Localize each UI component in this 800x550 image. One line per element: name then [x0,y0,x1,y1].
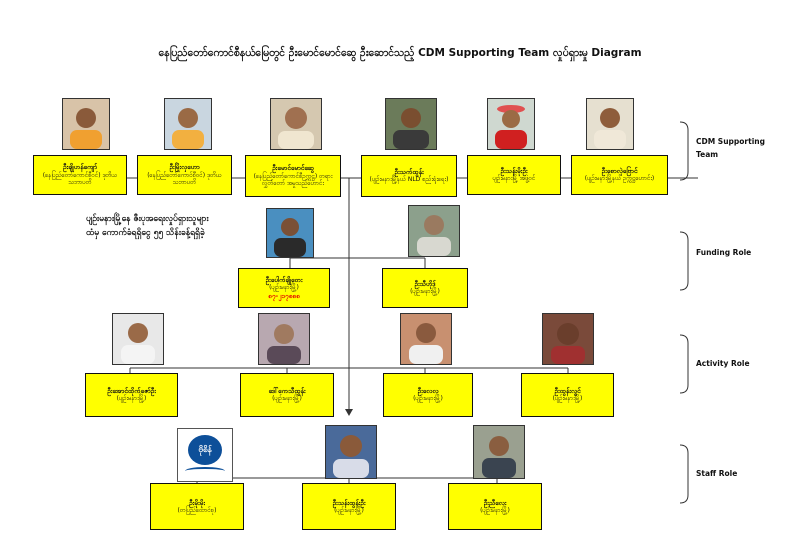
diagram-title: နေပြည်တော်ကောင်စီနယ်မြေတွင် ဦးမောင်မောင်ဆွေ ဦးဆောင်သည့် CDM Supporting Team လှုပ်ရှားမှု Diagram [158,47,642,59]
team-desc: ပျဉ်းမနားမြို့ အဖွဲ့ဝင် [492,175,536,183]
team-name: ဦးသန်းမိုးဦး [500,167,528,176]
team-name: ဦးချိုဟန်ကျော် [62,163,98,172]
team-name: ဦးသက်ထွန်း [394,168,424,177]
staff-name: ဦးညီလေး [483,498,507,507]
activity-desc: (ပျဉ်းမနားမြို့) [413,395,443,403]
photo-team-1 [62,98,110,150]
funding-desc: (ပျဉ်းမနားမြို့) [269,284,299,292]
team-box-6 [571,155,668,195]
role-label-funding: Funding Role [696,248,752,257]
staff-desc: (တပြည်ထောင်စု) [177,506,217,514]
team-name: ဦးစောလှဲဗြောင် [601,167,638,176]
photo-staff-3 [473,425,525,479]
photo-funding-1 [266,208,314,258]
funding-name: ဦးသီဟိုဒ် [414,280,436,289]
activity-box-2 [240,373,334,417]
photo-activity-4 [542,313,594,365]
role-label-staff: Staff Role [696,469,738,478]
team-box-3 [245,155,341,197]
team-desc: (နေပြည်တော်ကောင်စီဝင်) ဒုတိယသဘာပတိ [147,171,222,187]
role-label-activity: Activity Role [696,359,750,368]
photo-funding-2 [408,205,460,257]
photo-team-4 [385,98,437,150]
team-name: ဦးမြိုးလှဟော [169,163,200,172]
team-box-5 [467,155,561,195]
staff-box-2 [302,483,396,530]
team-desc: (ပျဉ်းမနားမြို့နယ် NLD စည်းရုံးရေး) [369,176,449,184]
team-desc: (နေပြည်တော်ကောင်စီဝင်) ဒုတိယသဘာပတိ [42,171,118,187]
organization-logo [177,428,233,482]
team-box-1 [33,155,127,195]
activity-name: ဦးလေလ [417,387,439,396]
funding-name: ဦးပေါက်ချိုတေး [265,276,303,285]
photo-activity-1 [112,313,164,365]
funding-desc: (ပျဉ်းမနားမြို့) [410,288,440,296]
staff-desc: (ပျဉ်းမနားမြို့) [334,506,364,514]
logo-mark: ဗိုစိန် [188,435,222,465]
team-desc: (ပျဉ်းမနားမြို့နယ် ဥက္ကဋ္ဌဟောင်း) [584,175,655,183]
photo-activity-2 [258,313,310,365]
activity-desc: (ပျဉ်းမနားမြို့) [272,395,302,403]
team-box-2 [137,155,232,195]
funding-note [86,213,286,240]
note-line-2: ထံမှ ကောက်ခံရရှိငွေ ၅၅ သိန်းခန့်ရရှိခဲ့ [86,227,205,238]
team-box-4 [361,155,457,197]
activity-name: ဒေါ်ကေသီထွန်း [268,387,306,396]
note-line-1: ပျဉ်းမနားမြို့နေ ဇီးပုအရေးလှုပ်ရှားသူများ [86,214,209,224]
photo-activity-3 [400,313,452,365]
activity-box-1 [85,373,178,417]
funding-box-2 [382,268,468,308]
team-desc: (နေပြည်တော်ကောင်စီဥက္ကဋ္ဌ) တရားလွှတ်တော် အမှုသည်ဟောင်း [253,172,333,188]
photo-team-5 [487,98,535,150]
staff-name: ဦးမိုးမိုး [189,498,205,507]
activity-name: ဦးထွန်းလွင် [554,387,581,396]
activity-desc: (ပျဉ်းမနားမြို့) [116,395,147,403]
photo-team-2 [164,98,212,150]
staff-box-3 [448,483,542,530]
funding-box-1 [238,268,330,308]
staff-desc: (ပျဉ်းမနားမြို့) [480,506,510,514]
photo-team-6 [586,98,634,150]
funding-phone: ၈၇-၂၁၇၈၈၈ [268,291,300,300]
photo-team-3 [270,98,322,150]
activity-desc: (ပျဉ်းမနားမြို့) [552,395,583,403]
logo-wave-icon [185,467,225,475]
staff-name: ဦးသန်းထွန်းဦး [332,498,366,507]
photo-staff-2 [325,425,377,479]
team-name: ဦးမောင်မောင်ဆွေ [272,164,314,173]
role-label-cdm: CDM Supporting Team [696,137,765,159]
activity-name: ဦးအောင်ထိုက်ဇော်ဦး [107,387,156,396]
staff-box-1 [150,483,244,530]
activity-box-4 [521,373,614,417]
activity-box-3 [383,373,473,417]
